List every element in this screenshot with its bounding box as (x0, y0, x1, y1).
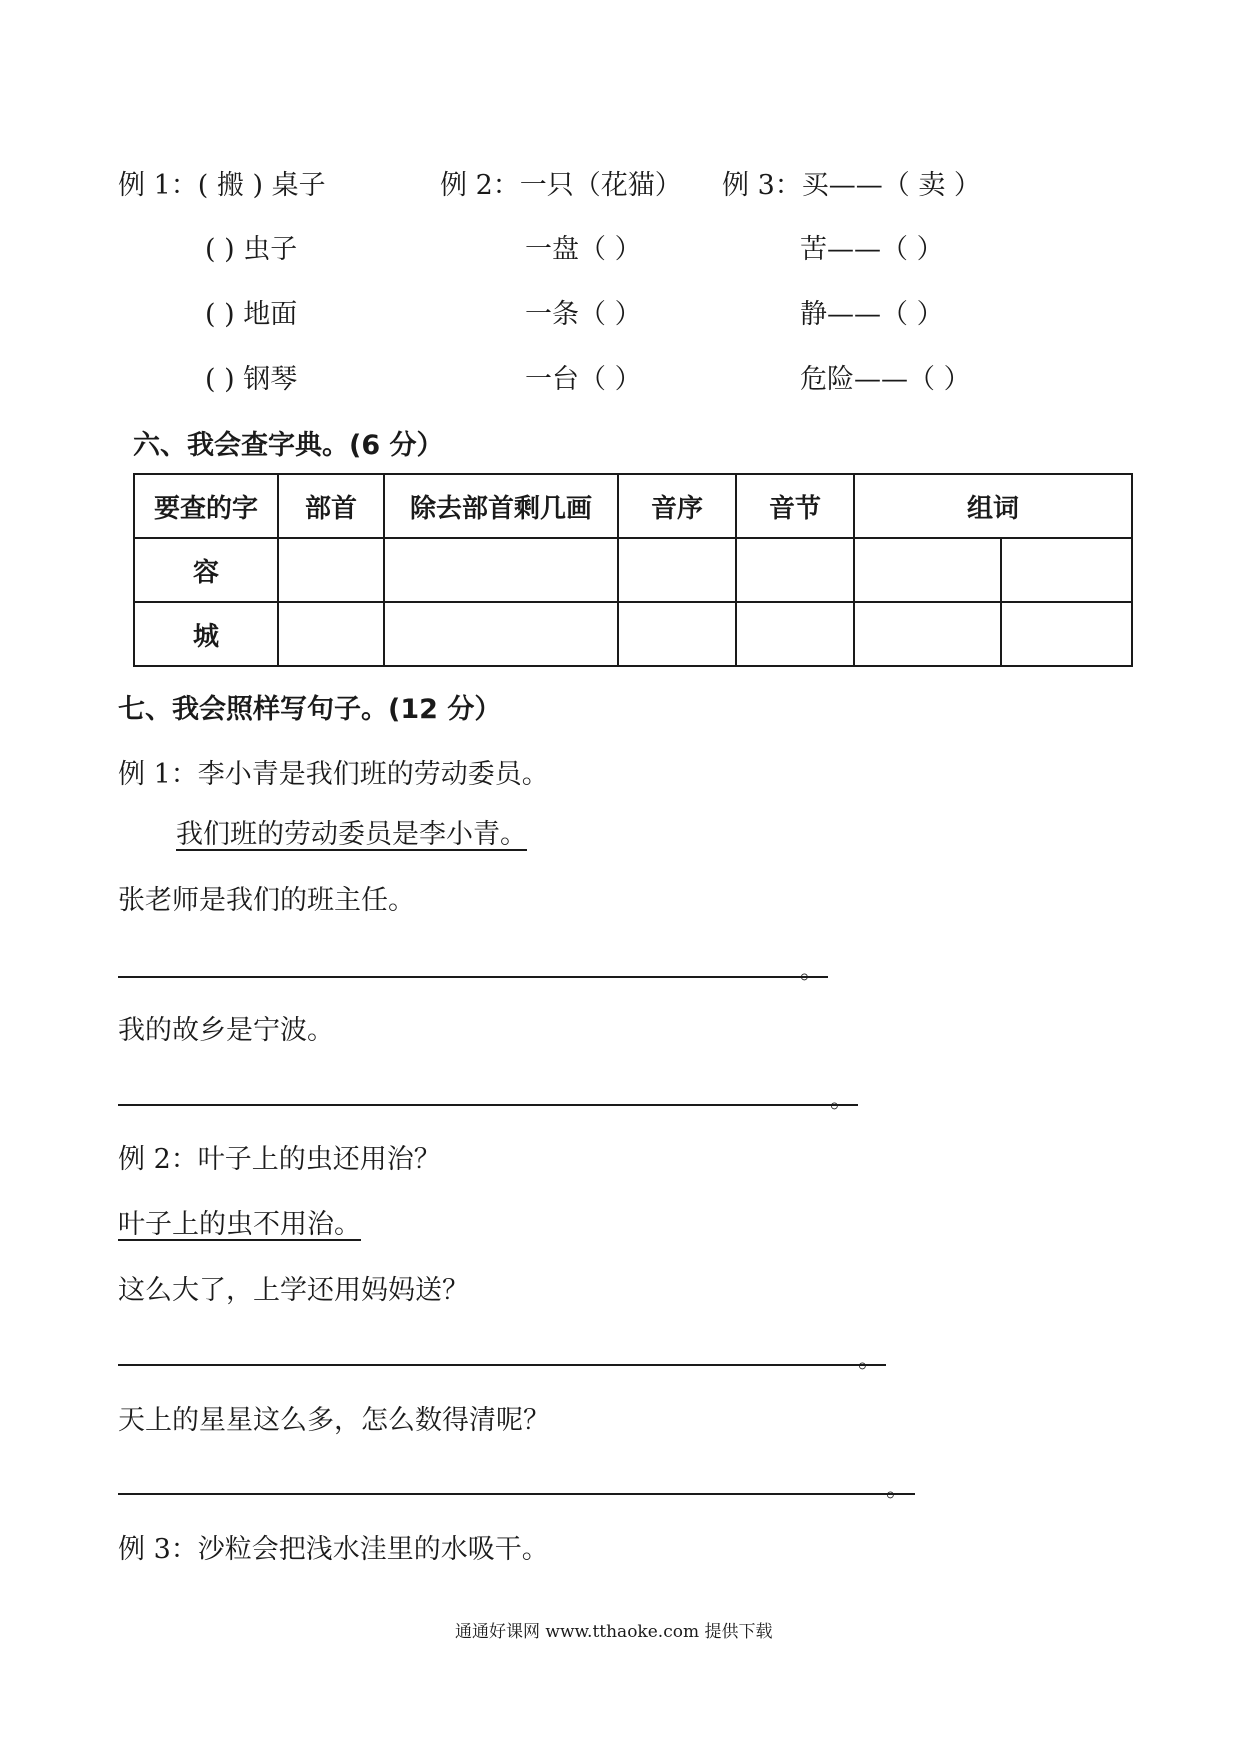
answer-line[interactable] (118, 1104, 858, 1106)
question-sentence: 张老师是我们的班主任。 (118, 885, 415, 916)
fill-blank-item[interactable]: ( ) 虫子 (205, 234, 298, 265)
answer-cell[interactable] (618, 538, 736, 602)
answer-cell[interactable] (854, 602, 1001, 666)
answer-line[interactable] (118, 976, 828, 978)
row-character: 容 (134, 538, 278, 602)
header-cell: 组词 (854, 474, 1132, 538)
answer-cell[interactable] (736, 602, 854, 666)
fill-blank-item[interactable]: 静——（ ） (800, 299, 944, 330)
footer-text: 通通好课网 www.tthaoke.com 提供下载 (455, 1622, 773, 1642)
section6-title: 六、我会查字典。(6 分） (133, 430, 444, 461)
example-answer (118, 1202, 361, 1241)
answer-cell[interactable] (278, 538, 384, 602)
row-character: 城 (134, 602, 278, 666)
fill-blank-item[interactable]: 一条（ ） (525, 299, 642, 330)
line-period: 。 (886, 1474, 910, 1502)
table-header-row (134, 474, 1132, 538)
answer-cell[interactable] (384, 538, 618, 602)
line-period: 。 (830, 1085, 854, 1113)
header-cell: 音序 (618, 474, 736, 538)
table-row (134, 538, 1132, 602)
question-sentence: 天上的星星这么多，怎么数得清呢？ (118, 1405, 550, 1436)
header-cell: 音节 (736, 474, 854, 538)
fill-blank-item[interactable]: 危险——（ ） (800, 364, 971, 395)
table-row (134, 602, 1132, 666)
dictionary-table (133, 473, 1133, 667)
question-sentence: 这么大了，上学还用妈妈送？ (118, 1275, 469, 1306)
section7-title: 七、我会照样写句子。(12 分） (118, 694, 502, 725)
header-cell: 部首 (278, 474, 384, 538)
header-cell: 要查的字 (134, 474, 278, 538)
answer-cell[interactable] (618, 602, 736, 666)
answer-cell[interactable] (1001, 538, 1132, 602)
example-2-label: 例 2：一只（花猫） (440, 170, 682, 201)
answer-cell[interactable] (736, 538, 854, 602)
answer-cell[interactable] (854, 538, 1001, 602)
line-period: 。 (858, 1345, 882, 1373)
fill-blank-item[interactable]: 一盘（ ） (525, 234, 642, 265)
answer-line[interactable] (118, 1493, 915, 1495)
example-answer: 我们班的劳动委员是李小青。 (176, 819, 527, 850)
answer-cell[interactable] (1001, 602, 1132, 666)
fill-blank-item[interactable]: 一台（ ） (525, 364, 642, 395)
question-sentence: 我的故乡是宁波。 (118, 1015, 334, 1046)
example-answer-underlined: 叶子上的虫不用治。 (118, 1209, 361, 1240)
header-cell: 除去部首剩几画 (384, 474, 618, 538)
line-period: 。 (800, 956, 824, 984)
answer-cell[interactable] (384, 602, 618, 666)
example-1-label: 例 1：( 搬 ) 桌子 (118, 170, 326, 201)
answer-line[interactable] (118, 1364, 886, 1366)
fill-blank-item[interactable]: 苦——（ ） (800, 234, 944, 265)
example-sentence: 例 3：沙粒会把浅水洼里的水吸干。 (118, 1534, 549, 1565)
fill-blank-item[interactable]: ( ) 地面 (205, 299, 298, 330)
example-3-label: 例 3：买——（ 卖 ） (722, 170, 981, 201)
answer-cell[interactable] (278, 602, 384, 666)
fill-blank-item[interactable]: ( ) 钢琴 (205, 364, 298, 395)
example-sentence: 例 1：李小青是我们班的劳动委员。 (118, 759, 549, 790)
example-sentence: 例 2：叶子上的虫还用治？ (118, 1144, 441, 1175)
